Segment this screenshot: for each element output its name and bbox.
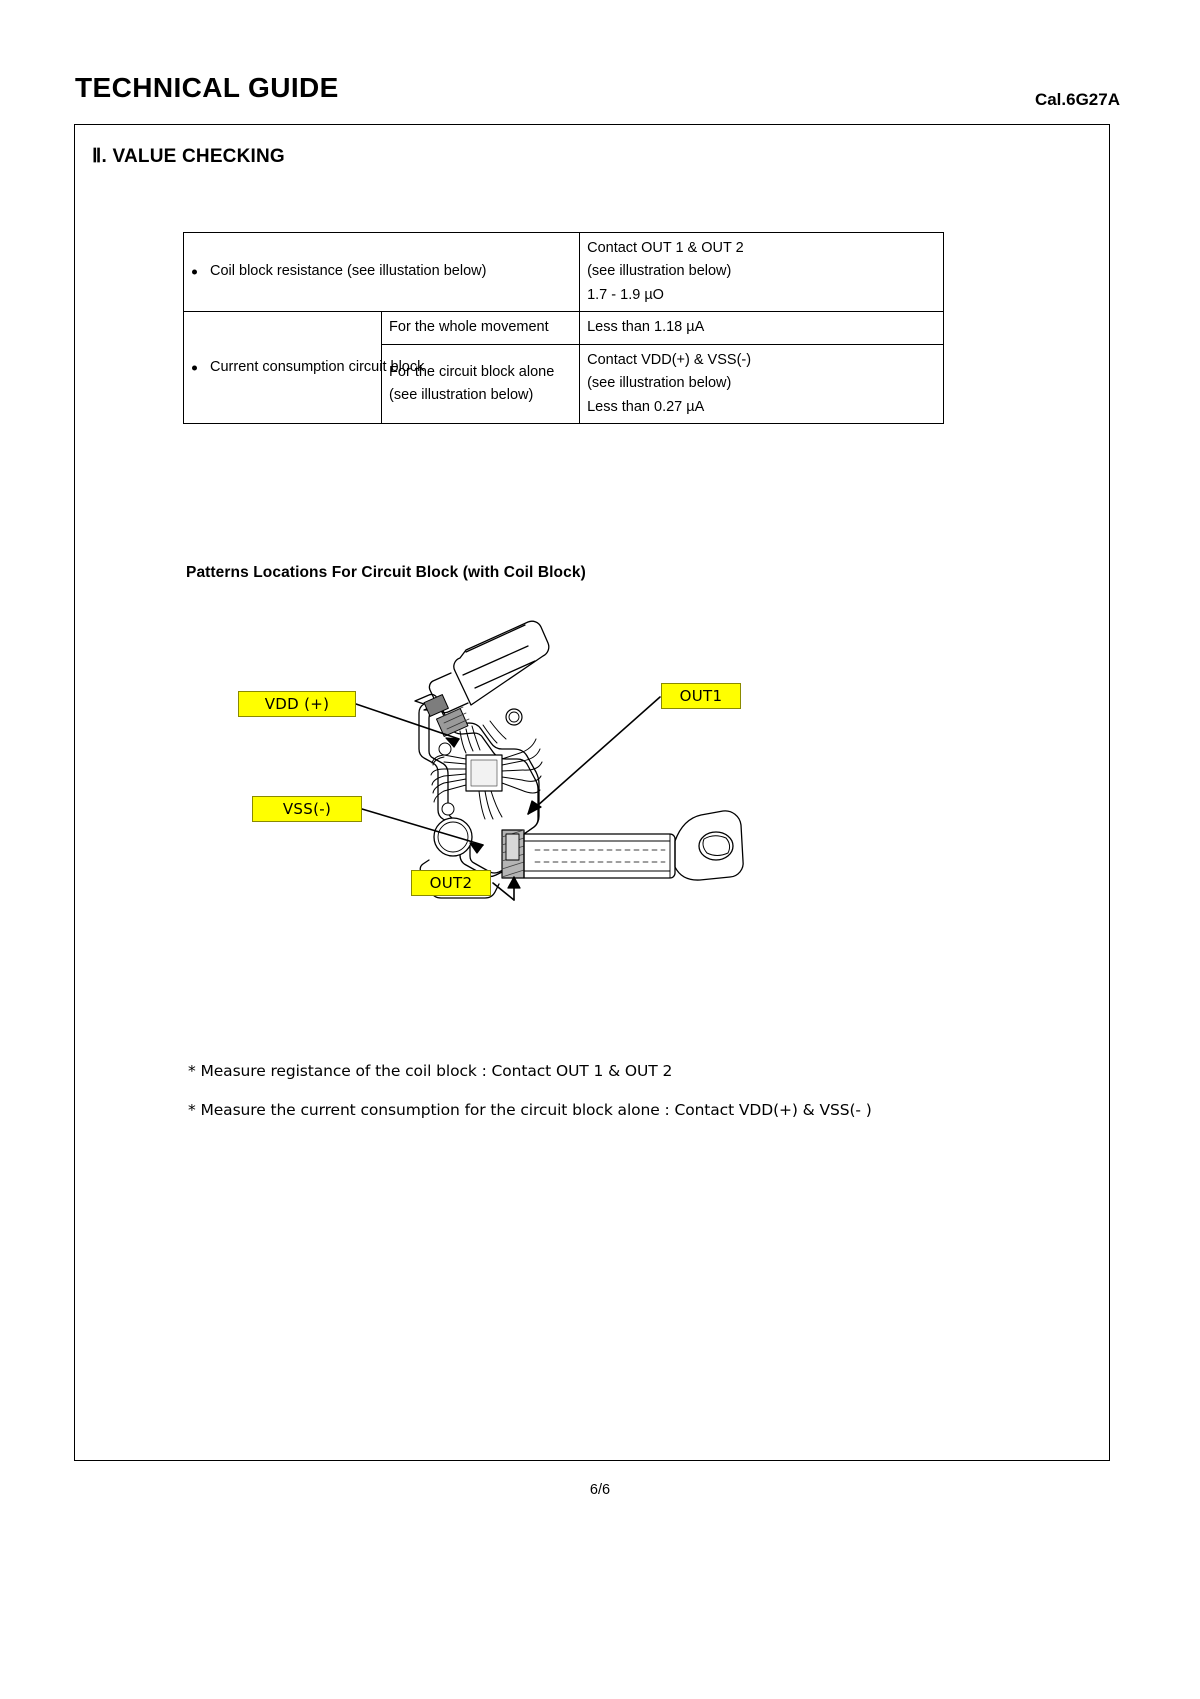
cell-text-line: For the circuit block alone: [389, 363, 555, 380]
circuit-block-diagram: [183, 605, 943, 935]
cell-value-circuit-block-alone: [580, 344, 944, 423]
value-checking-table: [183, 232, 944, 424]
illustration-heading: Patterns Locations For Circuit Block (with Coil Block): [186, 564, 586, 581]
callout-label-vss: VSS(-): [252, 796, 362, 822]
note-line: * Measure registance of the coil block : Contact OUT 1 & OUT 2: [188, 1062, 673, 1080]
cell-text-line: 1.7 - 1.9 µO: [587, 286, 664, 303]
note-line: * Measure the current consumption for the circuit block alone : Contact VDD(+) & VSS(- ): [188, 1101, 872, 1120]
bullet-icon: [192, 270, 197, 275]
cell-text: Coil block resistance (see illustation below): [210, 263, 487, 280]
cell-condition-circuit-block-alone: [382, 344, 580, 423]
cell-text-line: Less than 1.18 µA: [587, 319, 705, 336]
cell-text-line: (see illustration below): [389, 387, 534, 404]
caliber-label: Cal.6G27A: [1034, 90, 1120, 109]
cell-text-line: (see illustration below): [587, 375, 732, 392]
callout-label-out2: OUT2: [411, 870, 491, 896]
cell-value-whole-movement: [580, 312, 944, 344]
cell-item-current-consumption: [184, 312, 425, 424]
callout-label-out1: OUT1: [661, 683, 741, 709]
cell-text-line: For the whole movement: [389, 319, 549, 336]
cell-text-line: (see illustration below): [587, 263, 732, 280]
cell-text-line: Contact OUT 1 & OUT 2: [587, 240, 744, 256]
cell-item-coil-block: [184, 233, 580, 312]
cell-text-line: Less than 0.27 µA: [587, 398, 705, 415]
cell-text-line: Contact VDD(+) & VSS(-): [587, 351, 752, 368]
cell-condition-whole-movement: [382, 312, 580, 344]
cell-value-coil-block: [580, 233, 944, 312]
circuit-block-drawing: [183, 605, 943, 935]
table-row: [184, 233, 944, 312]
page-number: 6/6: [589, 1482, 611, 1498]
bullet-icon: [192, 365, 197, 370]
measurement-notes: [188, 1062, 988, 1141]
callout-label-vdd: VDD (+): [238, 691, 356, 717]
document-title: TECHNICAL GUIDE: [75, 72, 339, 103]
cell-text: Current consumption circuit block: [210, 359, 425, 376]
section-heading: Ⅱ. VALUE CHECKING: [92, 146, 285, 167]
page-header: [75, 72, 1120, 116]
table-row: [184, 312, 944, 344]
